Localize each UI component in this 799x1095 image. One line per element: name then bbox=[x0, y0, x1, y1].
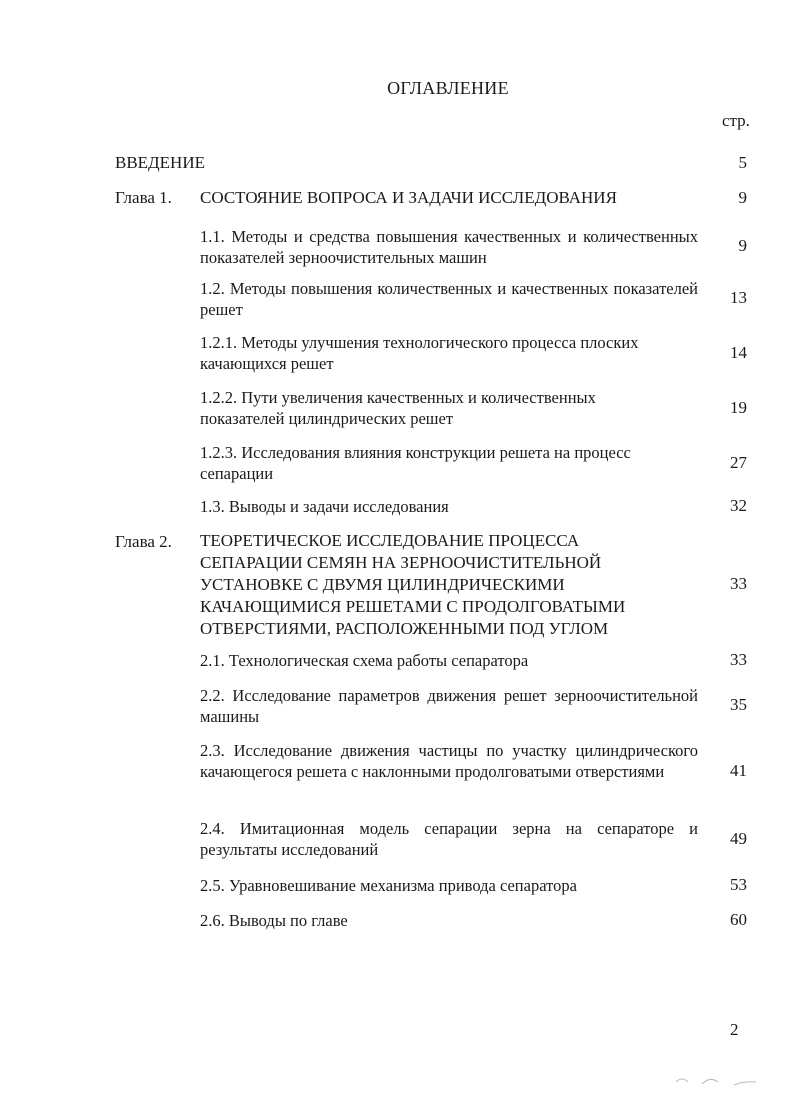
toc-entry-2-1-page: 33 bbox=[730, 650, 747, 669]
toc-intro-page: 5 bbox=[738, 153, 747, 172]
scan-mark-icon bbox=[672, 1072, 762, 1088]
chapter-2-label: Глава 2. bbox=[115, 532, 172, 551]
chapter-2-page: 33 bbox=[730, 574, 747, 593]
toc-entry-1-2-3-page: 27 bbox=[730, 453, 747, 472]
toc-entry-1-2-1: 1.2.1. Методы улучшения технологического процесса плоских качающихся решет bbox=[200, 333, 639, 373]
chapter-1-label: Глава 1. bbox=[115, 188, 172, 207]
chapter-2-title: ТЕОРЕТИЧЕСКОЕ ИССЛЕДОВАНИЕ ПРОЦЕССА СЕПАРАЦИИ СЕМЯН НА ЗЕРНООЧИСТИТЕЛЬНОЙ УСТАНОВКЕ С ДВУМЯ ЦИЛИНДРИЧЕСКИМИ КАЧАЮЩИМИСЯ РЕШЕТАМИ С ПРОДОЛГОВАТЫМИ ОТВЕРСТИЯМИ, РАСПОЛОЖЕННЫМИ ПОД УГЛОМ bbox=[200, 531, 626, 638]
toc-entry-1-2-3: 1.2.3. Исследования влияния конструкции решета на процесс сепарации bbox=[200, 443, 631, 483]
page-column-header: стр. bbox=[722, 111, 750, 130]
toc-entry-2-5-page: 53 bbox=[730, 875, 747, 894]
toc-entry-2-3-page: 41 bbox=[730, 761, 747, 780]
toc-entry-2-6-page: 60 bbox=[730, 910, 747, 929]
toc-entry-2-5: 2.5. Уравновешивание механизма привода сепаратора bbox=[200, 876, 577, 895]
toc-entry-2-1: 2.1. Технологическая схема работы сепаратора bbox=[200, 651, 529, 670]
chapter-1-title: СОСТОЯНИЕ ВОПРОСА И ЗАДАЧИ ИССЛЕДОВАНИЯ bbox=[200, 188, 617, 207]
toc-entry-1-1-page: 9 bbox=[738, 236, 747, 255]
toc-entry-1-2-page: 13 bbox=[730, 288, 747, 307]
toc-entry-1-2: 1.2. Методы повышения количественных и качественных показателей решет bbox=[200, 279, 698, 319]
toc-entry-2-4: 2.4. Имитационная модель сепарации зерна на сепараторе и результаты исследований bbox=[200, 819, 698, 859]
toc-entry-2-6: 2.6. Выводы по главе bbox=[200, 911, 348, 930]
chapter-1-page: 9 bbox=[738, 188, 747, 207]
toc-entry-2-3: 2.3. Исследование движения частицы по участку цилиндрического качающегося решета с наклонными продолговатыми отверстиями bbox=[200, 741, 698, 781]
toc-entry-1-3: 1.3. Выводы и задачи исследования bbox=[200, 497, 449, 516]
page-title: ОГЛАВЛЕНИЕ bbox=[387, 78, 509, 98]
toc-entry-2-2-page: 35 bbox=[730, 695, 747, 714]
toc-entry-2-4-page: 49 bbox=[730, 829, 747, 848]
toc-entry-1-1: 1.1. Методы и средства повышения качественных и количественных показателей зерноочистительных машин bbox=[200, 227, 698, 267]
toc-entry-2-2: 2.2. Исследование параметров движения решет зерноочистительной машины bbox=[200, 686, 698, 726]
page-number: 2 bbox=[730, 1020, 739, 1039]
toc-entry-1-2-2: 1.2.2. Пути увеличения качественных и количественных показателей цилиндрических решет bbox=[200, 388, 596, 428]
toc-entry-1-2-2-page: 19 bbox=[730, 398, 747, 417]
toc-entry-1-2-1-page: 14 bbox=[730, 343, 747, 362]
toc-entry-1-3-page: 32 bbox=[730, 496, 747, 515]
toc-intro-label: ВВЕДЕНИЕ bbox=[115, 153, 205, 172]
